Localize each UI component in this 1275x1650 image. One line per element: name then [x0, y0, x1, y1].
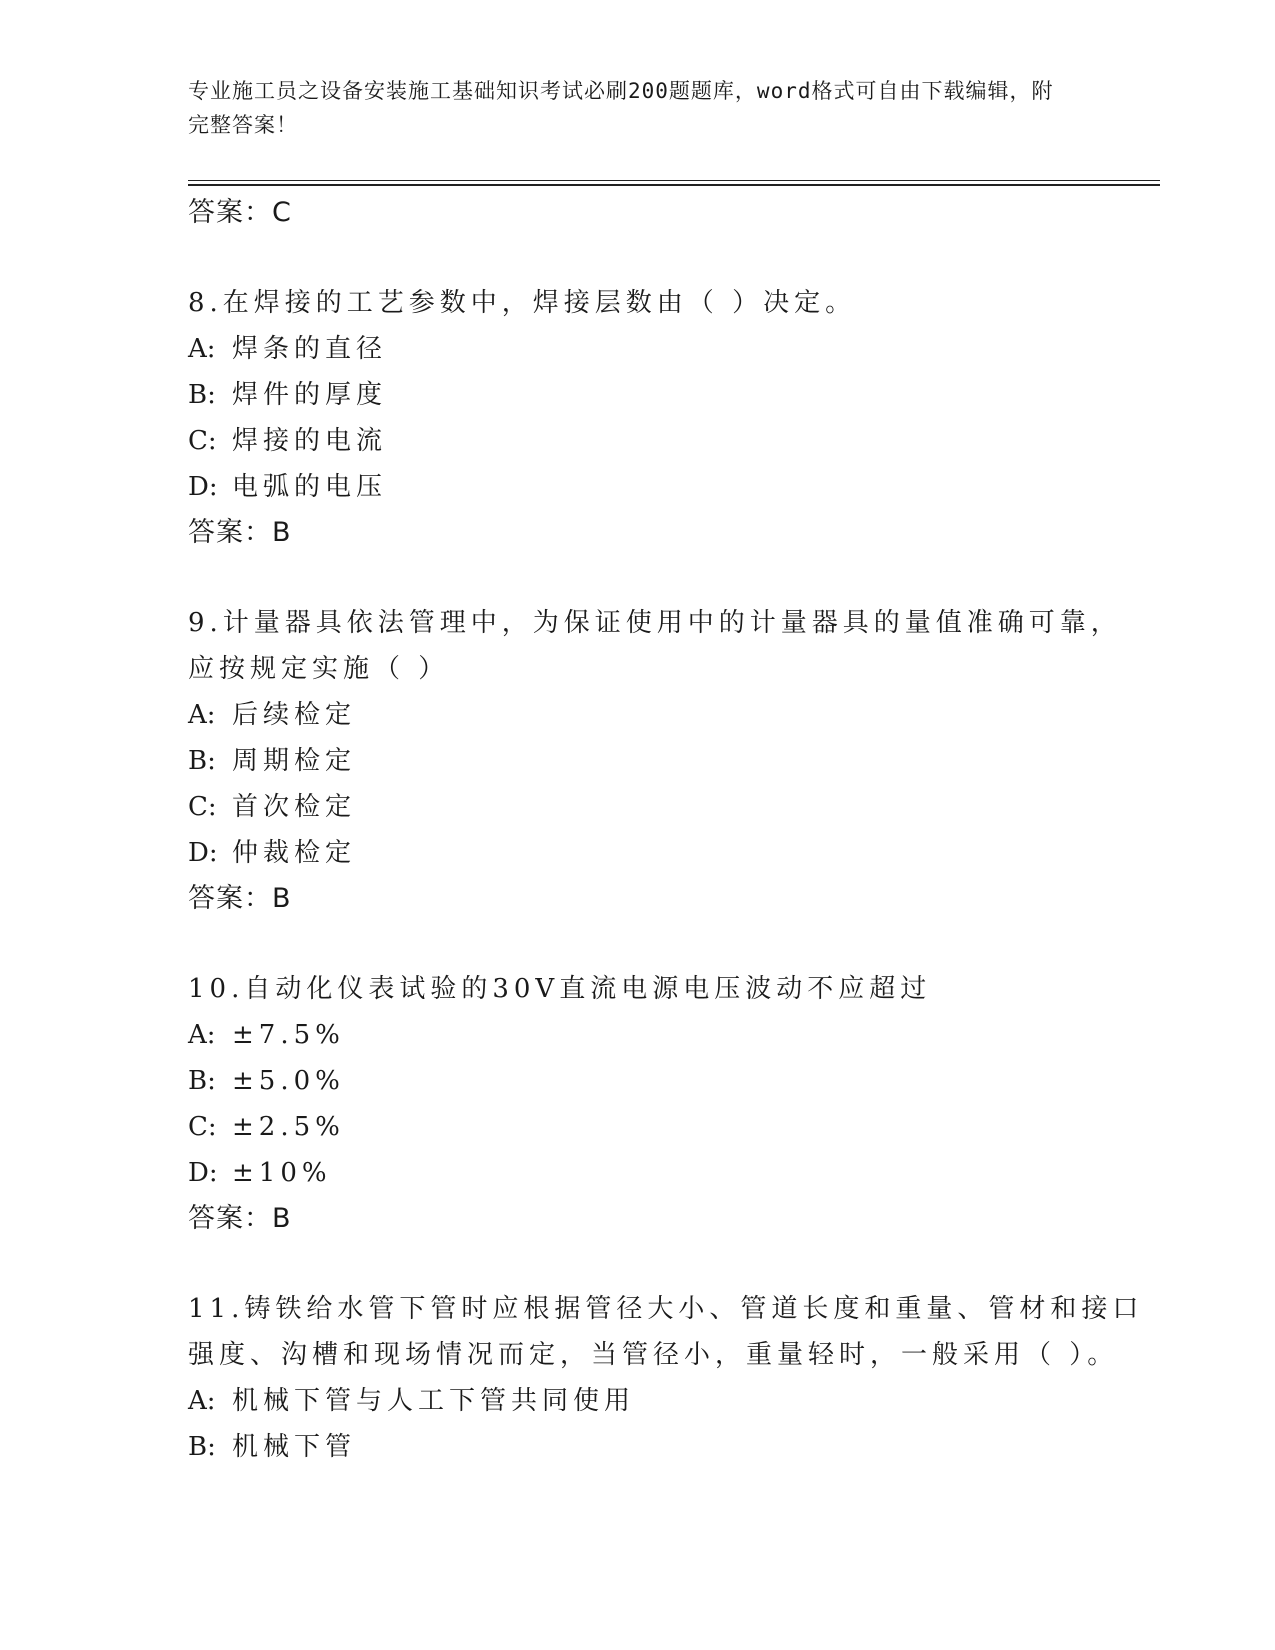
header-divider-thin	[188, 180, 1160, 181]
option-a	[188, 1012, 1148, 1058]
option-text: 后续检定	[232, 700, 357, 730]
answer-line: 答案：C	[188, 197, 292, 228]
option-b	[188, 738, 1148, 784]
option-key: A:	[188, 1020, 216, 1050]
question-list	[188, 190, 1148, 1514]
option-a	[188, 326, 1148, 372]
option-b	[188, 1058, 1148, 1104]
option-d	[188, 464, 1148, 510]
option-key: A:	[188, 700, 216, 730]
question-stem: 11.铸铁给水管下管时应根据管径大小、管道长度和重量、管材和接口强度、沟槽和现场情况而定，当管径小，重量轻时，一般采用（ ）。	[188, 1294, 1144, 1370]
option-text: 仲裁检定	[232, 838, 357, 868]
option-text: 首次检定	[232, 792, 357, 822]
question-item	[188, 280, 1148, 556]
header-divider-thick	[188, 184, 1160, 186]
option-key: B:	[188, 1432, 216, 1462]
answer-line: 答案：B	[188, 1203, 292, 1234]
document-title: 专业施工员之设备安装施工基础知识考试必刷200题题库，word格式可自由下载编辑，附完整答案！	[188, 79, 1054, 137]
option-a	[188, 692, 1148, 738]
option-key: D:	[188, 1158, 218, 1188]
option-text: ±2.5%	[232, 1112, 345, 1142]
question-stem: 8.在焊接的工艺参数中，焊接层数由（ ）决定。	[188, 288, 857, 318]
option-d	[188, 1150, 1148, 1196]
document-header	[188, 74, 1068, 142]
option-text: 焊件的厚度	[232, 380, 388, 410]
answer-line: 答案：B	[188, 883, 292, 914]
option-c	[188, 1104, 1148, 1150]
option-text: 机械下管	[232, 1432, 357, 1462]
option-d	[188, 830, 1148, 876]
option-text: 焊条的直径	[232, 334, 388, 364]
question-stem: 9.计量器具依法管理中，为保证使用中的计量器具的量值准确可靠，应按规定实施（ ）	[188, 608, 1122, 684]
option-text: 机械下管与人工下管共同使用	[232, 1386, 636, 1416]
option-text: 电弧的电压	[232, 472, 388, 502]
option-key: D:	[188, 838, 218, 868]
option-a	[188, 1378, 1148, 1424]
option-key: C:	[188, 426, 217, 456]
option-c	[188, 418, 1148, 464]
option-text: ±5.0%	[232, 1066, 345, 1096]
question-stem: 10.自动化仪表试验的30V直流电源电压波动不应超过	[188, 974, 932, 1004]
option-b	[188, 372, 1148, 418]
option-c	[188, 784, 1148, 830]
option-text: 焊接的电流	[232, 426, 388, 456]
option-key: A:	[188, 1386, 216, 1416]
option-b	[188, 1424, 1148, 1470]
option-key: B:	[188, 746, 216, 776]
option-key: C:	[188, 792, 217, 822]
question-item	[188, 966, 1148, 1242]
option-text: 周期检定	[232, 746, 357, 776]
option-text: ±10%	[232, 1158, 332, 1188]
option-key: D:	[188, 472, 218, 502]
answer-line: 答案：B	[188, 517, 292, 548]
option-key: B:	[188, 1066, 216, 1096]
question-item	[188, 1286, 1148, 1470]
question-item	[188, 600, 1148, 922]
option-text: ±7.5%	[232, 1020, 345, 1050]
option-key: C:	[188, 1112, 217, 1142]
option-key: B:	[188, 380, 216, 410]
option-key: A:	[188, 334, 216, 364]
